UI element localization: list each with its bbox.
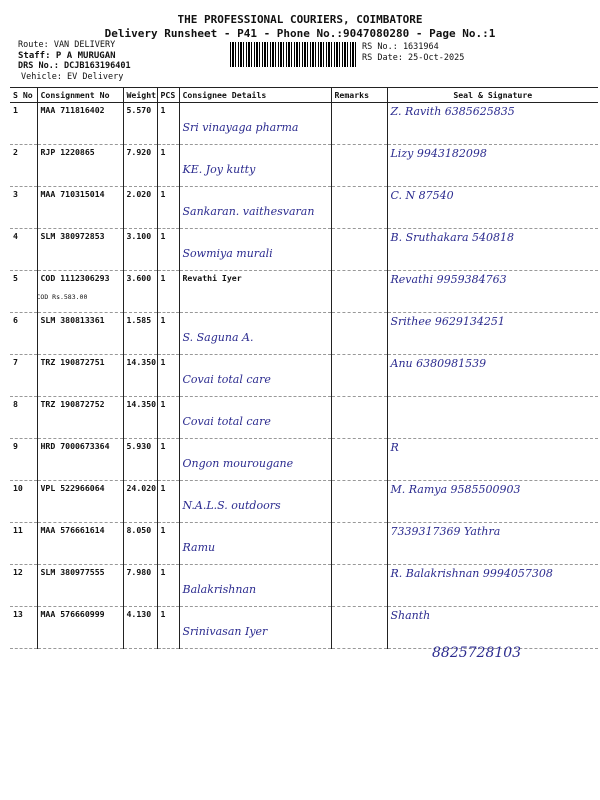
signature-cell xyxy=(387,481,598,523)
pcs-cell: 1 xyxy=(157,523,179,565)
signature-cell xyxy=(387,187,598,229)
weight-cell: 2.020 xyxy=(123,187,157,229)
consignment-number: HRD 7000673364 xyxy=(40,441,110,451)
consignment-number-cell xyxy=(37,523,123,565)
consignee-cell xyxy=(179,523,331,565)
serial-number-cell: 6 xyxy=(10,313,37,355)
consignment-number-cell xyxy=(37,103,123,145)
remarks-cell xyxy=(331,607,387,649)
consignment-number: SLM 380813361 xyxy=(40,315,105,325)
weight-cell: 8.050 xyxy=(123,523,157,565)
column-header: Consignment No xyxy=(37,88,123,103)
remarks-cell xyxy=(331,187,387,229)
weight-cell: 5.930 xyxy=(123,439,157,481)
serial-number-cell: 13 xyxy=(10,607,37,649)
handwritten-phone-note: 8825728103 xyxy=(432,645,522,661)
remarks-cell xyxy=(331,355,387,397)
serial-number-cell: 3 xyxy=(10,187,37,229)
runsheet-table xyxy=(10,87,598,649)
consignment-number: SLM 380977555 xyxy=(40,567,105,577)
consignment-number-cell xyxy=(37,481,123,523)
table-row xyxy=(10,439,598,481)
handwritten-signature: C. N 87540 xyxy=(390,189,454,202)
pcs-cell: 1 xyxy=(157,229,179,271)
handwritten-signature: Srithee 9629134251 xyxy=(390,315,505,328)
consignment-number-cell xyxy=(37,565,123,607)
pcs-cell: 1 xyxy=(157,187,179,229)
document-title: THE PROFESSIONAL COURIERS, COIMBATORE xyxy=(177,13,423,26)
handwritten-signature: R xyxy=(390,441,399,454)
remarks-cell xyxy=(331,397,387,439)
table-row xyxy=(10,607,598,649)
consignment-number-cell xyxy=(37,355,123,397)
consignee-name: S. Saguna A. xyxy=(182,331,254,344)
column-header: Seal & Signature xyxy=(387,88,598,103)
table-row xyxy=(10,397,598,439)
column-header: PCS xyxy=(157,88,179,103)
pcs-cell: 1 xyxy=(157,271,179,313)
serial-number-cell: 4 xyxy=(10,229,37,271)
weight-cell: 3.100 xyxy=(123,229,157,271)
consignment-number: MAA 576660999 xyxy=(40,609,105,619)
column-header: Weight xyxy=(123,88,157,103)
consignee-name: Sowmiya murali xyxy=(182,247,273,260)
remarks-cell xyxy=(331,145,387,187)
handwritten-signature: M. Ramya 9585500903 xyxy=(390,483,521,496)
signature-cell xyxy=(387,313,598,355)
handwritten-signature: Anu 6380981539 xyxy=(390,357,487,370)
pcs-cell: 1 xyxy=(157,481,179,523)
consignee-cell xyxy=(179,565,331,607)
consignment-number: TRZ 190872752 xyxy=(40,399,105,409)
table-row xyxy=(10,313,598,355)
handwritten-signature: Shanth xyxy=(390,609,431,622)
weight-cell: 3.600 xyxy=(123,271,157,313)
pcs-cell: 1 xyxy=(157,145,179,187)
consignee-name: Sri vinayaga pharma xyxy=(182,121,299,134)
handwritten-signature: Lizy 9943182098 xyxy=(390,147,487,160)
serial-number-cell: 9 xyxy=(10,439,37,481)
table-row xyxy=(10,145,598,187)
handwritten-signature: Revathi 9959384763 xyxy=(390,273,507,286)
weight-cell: 14.350 xyxy=(123,397,157,439)
consignment-number: TRZ 190872751 xyxy=(40,357,105,367)
signature-cell xyxy=(387,355,598,397)
serial-number-cell: 7 xyxy=(10,355,37,397)
column-header: Remarks xyxy=(331,88,387,103)
consignment-number-cell xyxy=(37,229,123,271)
signature-cell xyxy=(387,103,598,145)
serial-number-cell: 10 xyxy=(10,481,37,523)
weight-cell: 14.350 xyxy=(123,355,157,397)
signature-cell xyxy=(387,397,598,439)
staff-text: Staff: P A MURUGAN xyxy=(18,50,116,61)
table-row xyxy=(10,271,598,313)
remarks-cell xyxy=(331,313,387,355)
consignee-cell xyxy=(179,313,331,355)
consignee-cell xyxy=(179,271,331,313)
table-row xyxy=(10,481,598,523)
document-subtitle: Delivery Runsheet - P41 - Phone No.:9047080280 - Page No.:1 xyxy=(104,27,496,40)
consignment-number: SLM 380972853 xyxy=(40,231,105,241)
signature-cell xyxy=(387,565,598,607)
consignee-name: Covai total care xyxy=(182,373,271,386)
pcs-cell: 1 xyxy=(157,607,179,649)
weight-cell: 7.980 xyxy=(123,565,157,607)
serial-number-cell: 11 xyxy=(10,523,37,565)
pcs-cell: 1 xyxy=(157,565,179,607)
table-body xyxy=(10,103,598,649)
consignment-number-cell xyxy=(37,397,123,439)
table-row xyxy=(10,355,598,397)
consignment-number-cell xyxy=(37,271,123,313)
table-header-row xyxy=(10,88,598,103)
consignment-number-cell xyxy=(37,607,123,649)
consignee-name: Revathi Iyer xyxy=(182,273,242,283)
signature-cell xyxy=(387,439,598,481)
consignee-cell xyxy=(179,103,331,145)
signature-cell xyxy=(387,523,598,565)
rs-date-text: RS Date: 25-Oct-2025 xyxy=(362,52,465,63)
rs-number-text: RS No.: 1631964 xyxy=(362,42,439,52)
table-row xyxy=(10,523,598,565)
remarks-cell xyxy=(331,271,387,313)
table-row xyxy=(10,103,598,145)
consignment-number: MAA 711816402 xyxy=(40,105,105,115)
pcs-cell: 1 xyxy=(157,313,179,355)
consignee-name: KE. Joy kutty xyxy=(182,163,256,176)
consignment-number-cell xyxy=(37,313,123,355)
consignment-number-cell xyxy=(37,439,123,481)
consignee-cell xyxy=(179,481,331,523)
remarks-cell xyxy=(331,523,387,565)
column-header: S No xyxy=(10,88,37,103)
remarks-cell xyxy=(331,229,387,271)
consignee-cell xyxy=(179,607,331,649)
signature-cell xyxy=(387,607,598,649)
pcs-cell: 1 xyxy=(157,355,179,397)
consignment-number: MAA 576661614 xyxy=(40,525,105,535)
signature-cell xyxy=(387,271,598,313)
consignee-name: N.A.L.S. outdoors xyxy=(182,499,281,512)
serial-number-cell: 5 xyxy=(10,271,37,313)
route-text: Route: VAN DELIVERY xyxy=(18,40,116,50)
remarks-cell xyxy=(331,565,387,607)
serial-number-cell: 1 xyxy=(10,103,37,145)
consignee-name: Covai total care xyxy=(182,415,271,428)
remarks-cell xyxy=(331,481,387,523)
column-header: Consignee Details xyxy=(179,88,331,103)
consignee-cell xyxy=(179,397,331,439)
consignee-cell xyxy=(179,145,331,187)
table-row xyxy=(10,187,598,229)
consignment-number: COD 1112306293 xyxy=(40,273,110,283)
consignee-name: Srinivasan Iyer xyxy=(182,625,268,638)
weight-cell: 7.920 xyxy=(123,145,157,187)
handwritten-signature: 7339317369 Yathra xyxy=(390,525,501,538)
serial-number-cell: 8 xyxy=(10,397,37,439)
signature-cell xyxy=(387,145,598,187)
handwritten-signature: B. Sruthakara 540818 xyxy=(390,231,515,244)
weight-cell: 5.570 xyxy=(123,103,157,145)
consignment-number: VPL 522966064 xyxy=(40,483,105,493)
consignee-name: Balakrishnan xyxy=(182,583,257,596)
pcs-cell: 1 xyxy=(157,103,179,145)
weight-cell: 24.020 xyxy=(123,481,157,523)
drs-text: DRS No.: DCJB163196401 xyxy=(18,61,131,71)
handwritten-signature: R. Balakrishnan 9994057308 xyxy=(390,567,553,580)
serial-number-cell: 2 xyxy=(10,145,37,187)
consignee-name: Sankaran. vaithesvaran xyxy=(182,205,315,218)
remarks-cell xyxy=(331,439,387,481)
consignee-cell xyxy=(179,439,331,481)
consignee-name: Ongon mourougane xyxy=(182,457,294,470)
weight-cell: 4.130 xyxy=(123,607,157,649)
runsheet-meta-left xyxy=(18,40,131,82)
cod-amount: COD Rs.583.00 xyxy=(36,293,88,301)
consignment-number: MAA 710315014 xyxy=(40,189,105,199)
remarks-cell xyxy=(331,103,387,145)
weight-cell: 1.585 xyxy=(123,313,157,355)
vehicle-text: Vehicle: EV Delivery xyxy=(21,71,124,82)
table-row xyxy=(10,229,598,271)
serial-number-cell: 12 xyxy=(10,565,37,607)
consignee-name: Ramu xyxy=(182,541,216,554)
consignee-cell xyxy=(179,355,331,397)
table-row xyxy=(10,565,598,607)
pcs-cell: 1 xyxy=(157,397,179,439)
barcode-image xyxy=(230,42,358,67)
consignment-number: RJP 1220865 xyxy=(40,147,95,157)
signature-cell xyxy=(387,229,598,271)
pcs-cell: 1 xyxy=(157,439,179,481)
runsheet-meta-right xyxy=(362,42,464,63)
consignment-number-cell xyxy=(37,187,123,229)
handwritten-signature: Z. Ravith 6385625835 xyxy=(390,105,515,118)
consignment-number-cell xyxy=(37,145,123,187)
consignee-cell xyxy=(179,187,331,229)
consignee-cell xyxy=(179,229,331,271)
